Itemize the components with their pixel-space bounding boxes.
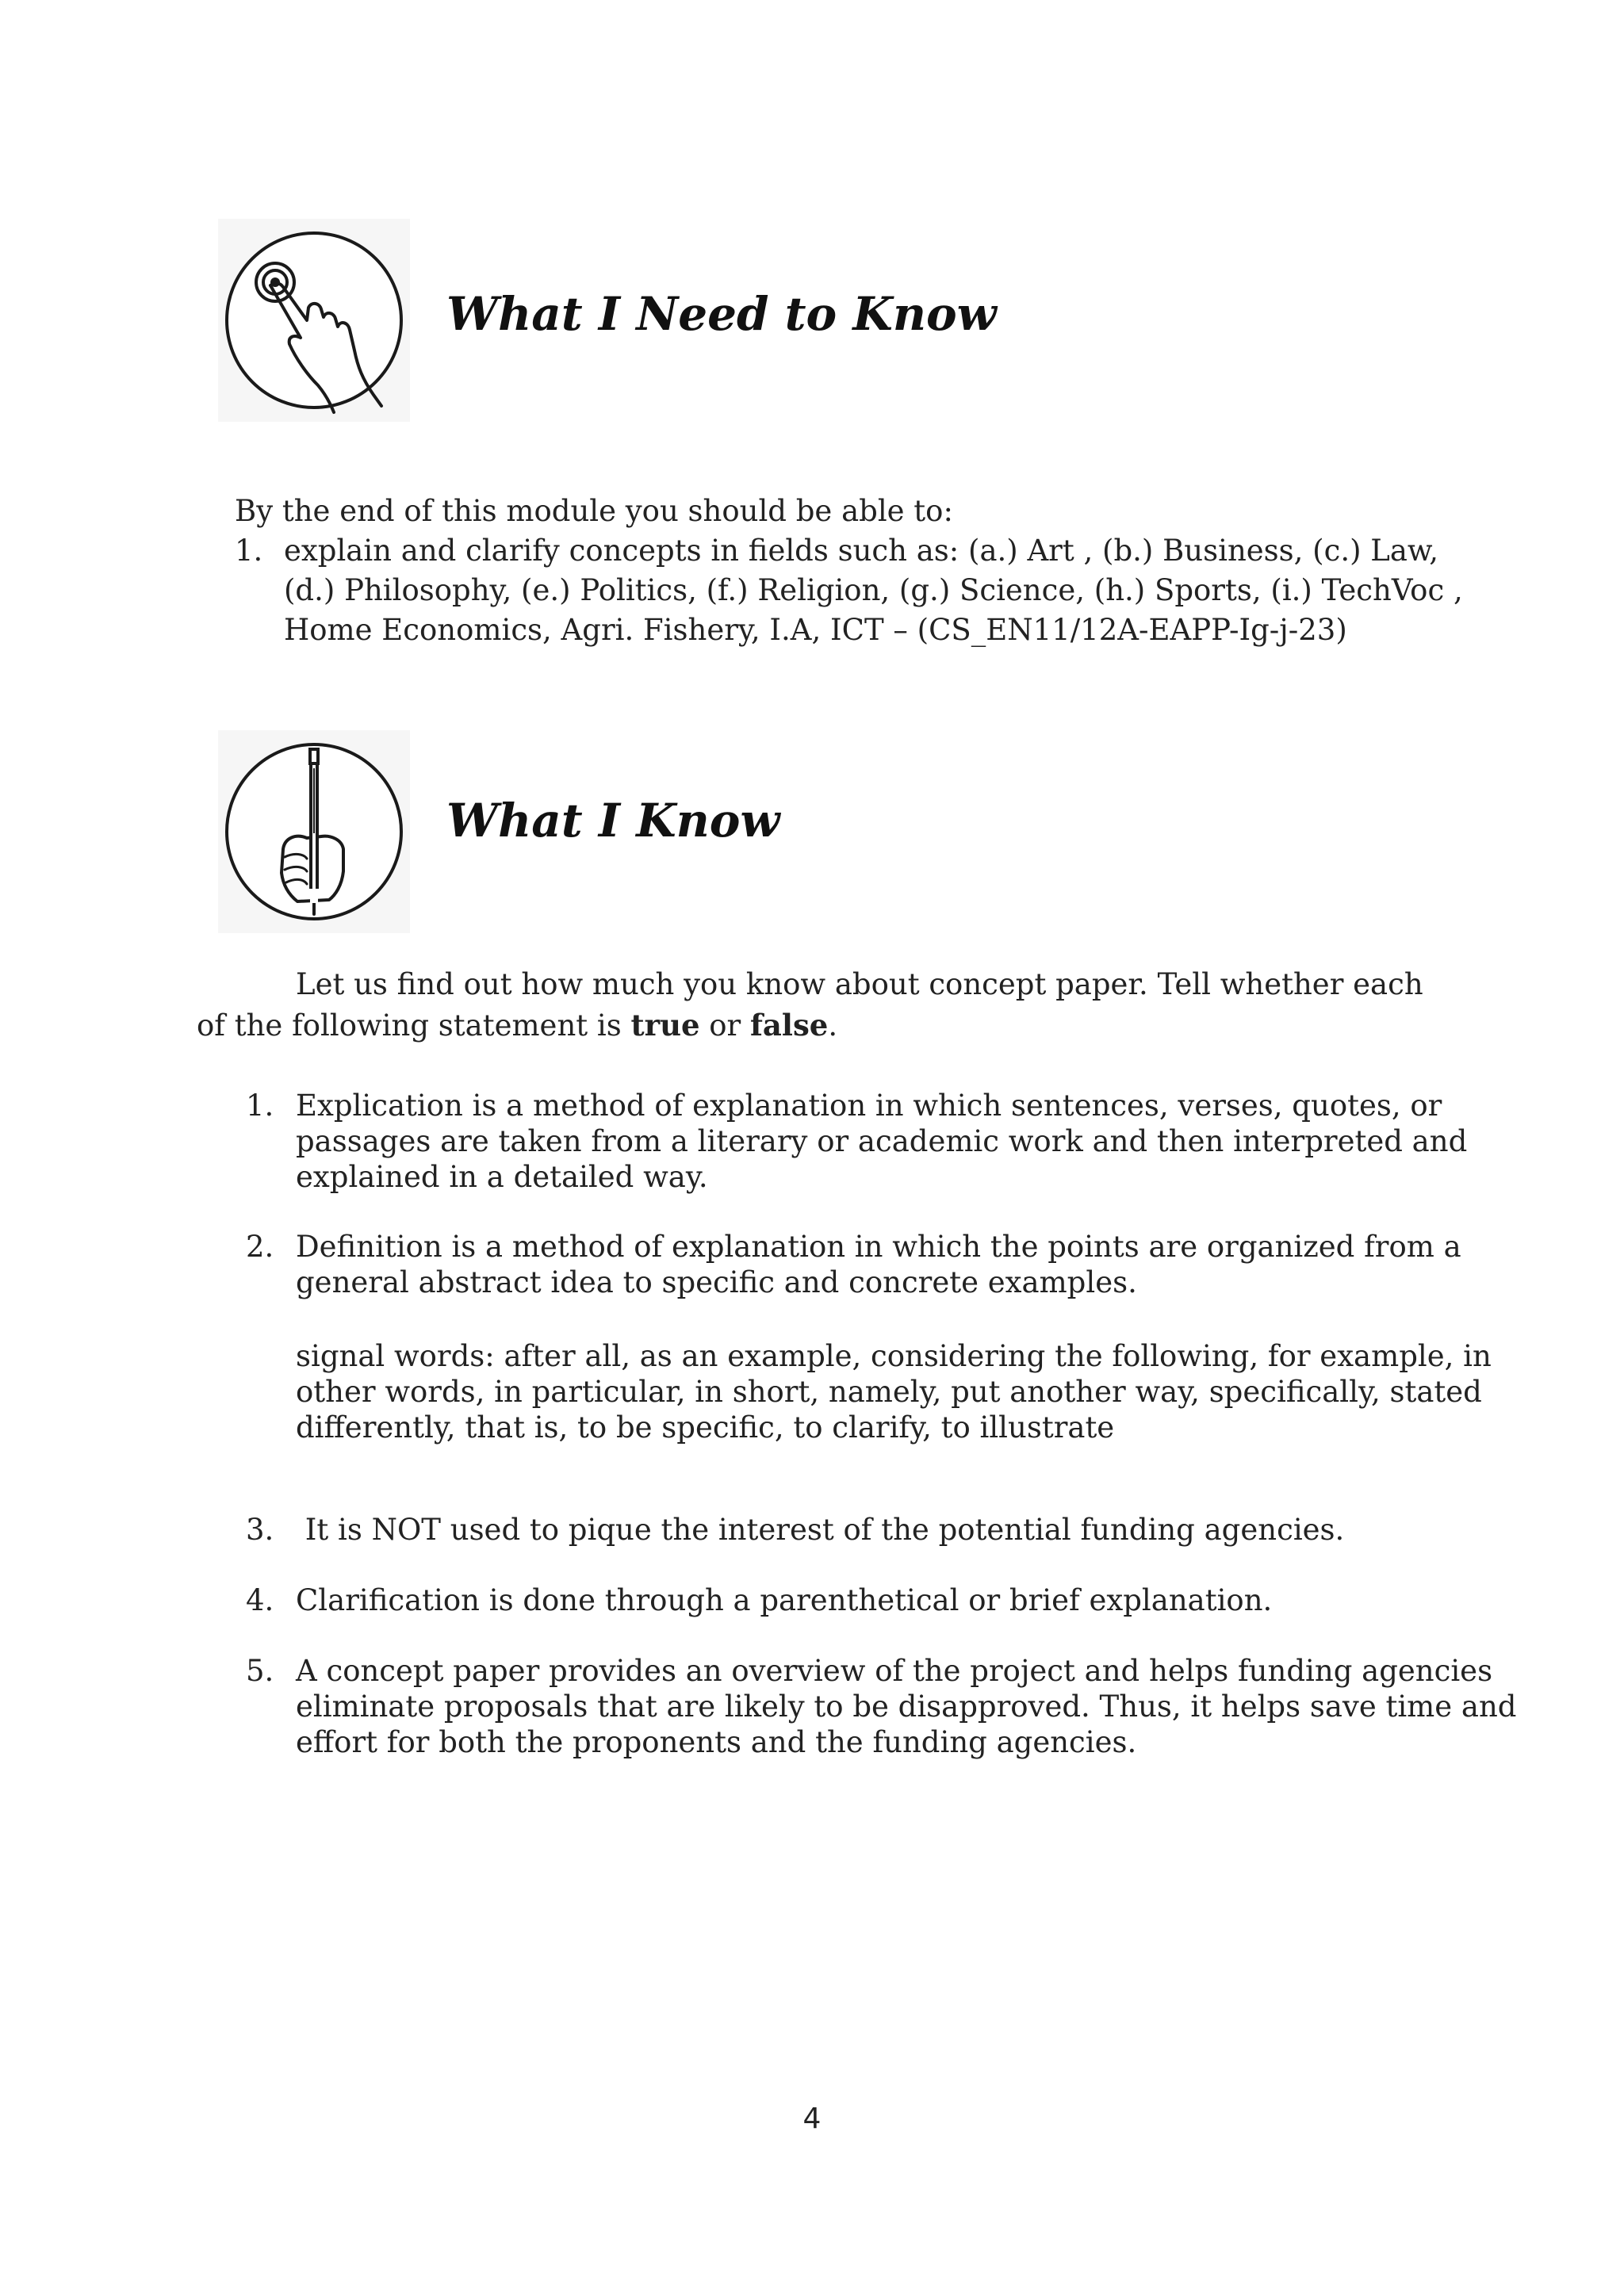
item-text: It is NOT used to pique the interest of the potential funding agencies. (296, 1513, 1345, 1547)
page-number: 4 (802, 2103, 822, 2135)
pencil-hand-icon (218, 730, 410, 933)
or-word: or (699, 1008, 751, 1043)
false-word: false (750, 1008, 829, 1043)
instruction-period: . (828, 1008, 838, 1043)
instruction-line (197, 1005, 837, 1046)
signal-words-note: signal words: after all, as an example, considering the following, for example, in other words, in particular, in short, namely, put another way, specifically, stated differently, that is, to be specific, to clarify, to illustrate (296, 1339, 1492, 1445)
objectives-intro: By the end of this module you should be able to: (235, 494, 953, 528)
touch-hand-icon (218, 219, 410, 422)
instruction-line: Let us find out how much you know about concept paper. Tell whether each (296, 967, 1423, 1001)
item-number: 3. (246, 1513, 274, 1547)
item-text: Clarification is done through a parenthetical or brief explanation. (296, 1583, 1273, 1617)
instruction-prefix: of the following statement is (197, 1008, 631, 1043)
item-text: Definition is a method of explanation in which the points are organized from a general abstract idea to specific and concrete examples. (296, 1230, 1461, 1299)
item-text: Explication is a method of explanation in which sentences, verses, quotes, or passages are taken from a literary or academic work and then interpreted and explained in a detailed way. (296, 1089, 1468, 1194)
section-title-what-i-need-to-know: What I Need to Know (446, 287, 997, 341)
item-number: 1. (246, 1089, 274, 1123)
objective-line: (d.) Philosophy, (e.) Politics, (f.) Religion, (g.) Science, (h.) Sports, (i.) TechVoc , (284, 573, 1463, 607)
item-number: 5. (246, 1654, 274, 1688)
objective-line: Home Economics, Agri. Fishery, I.A, ICT – (CS_EN11/12A-EAPP-Ig-j-23) (284, 613, 1347, 647)
section-title-what-i-know: What I Know (446, 794, 780, 848)
item-number: 4. (246, 1583, 274, 1617)
objective-number: 1. (235, 534, 263, 568)
objective-line: explain and clarify concepts in fields such as: (a.) Art , (b.) Business, (c.) Law, (284, 534, 1438, 568)
item-number: 2. (246, 1230, 274, 1264)
true-word: true (630, 1008, 700, 1043)
item-text: A concept paper provides an overview of the project and helps funding agencies eliminate proposals that are likely to be disapproved. Thus, it helps save time and effort for both the proponents and the funding agencies. (296, 1654, 1517, 1759)
